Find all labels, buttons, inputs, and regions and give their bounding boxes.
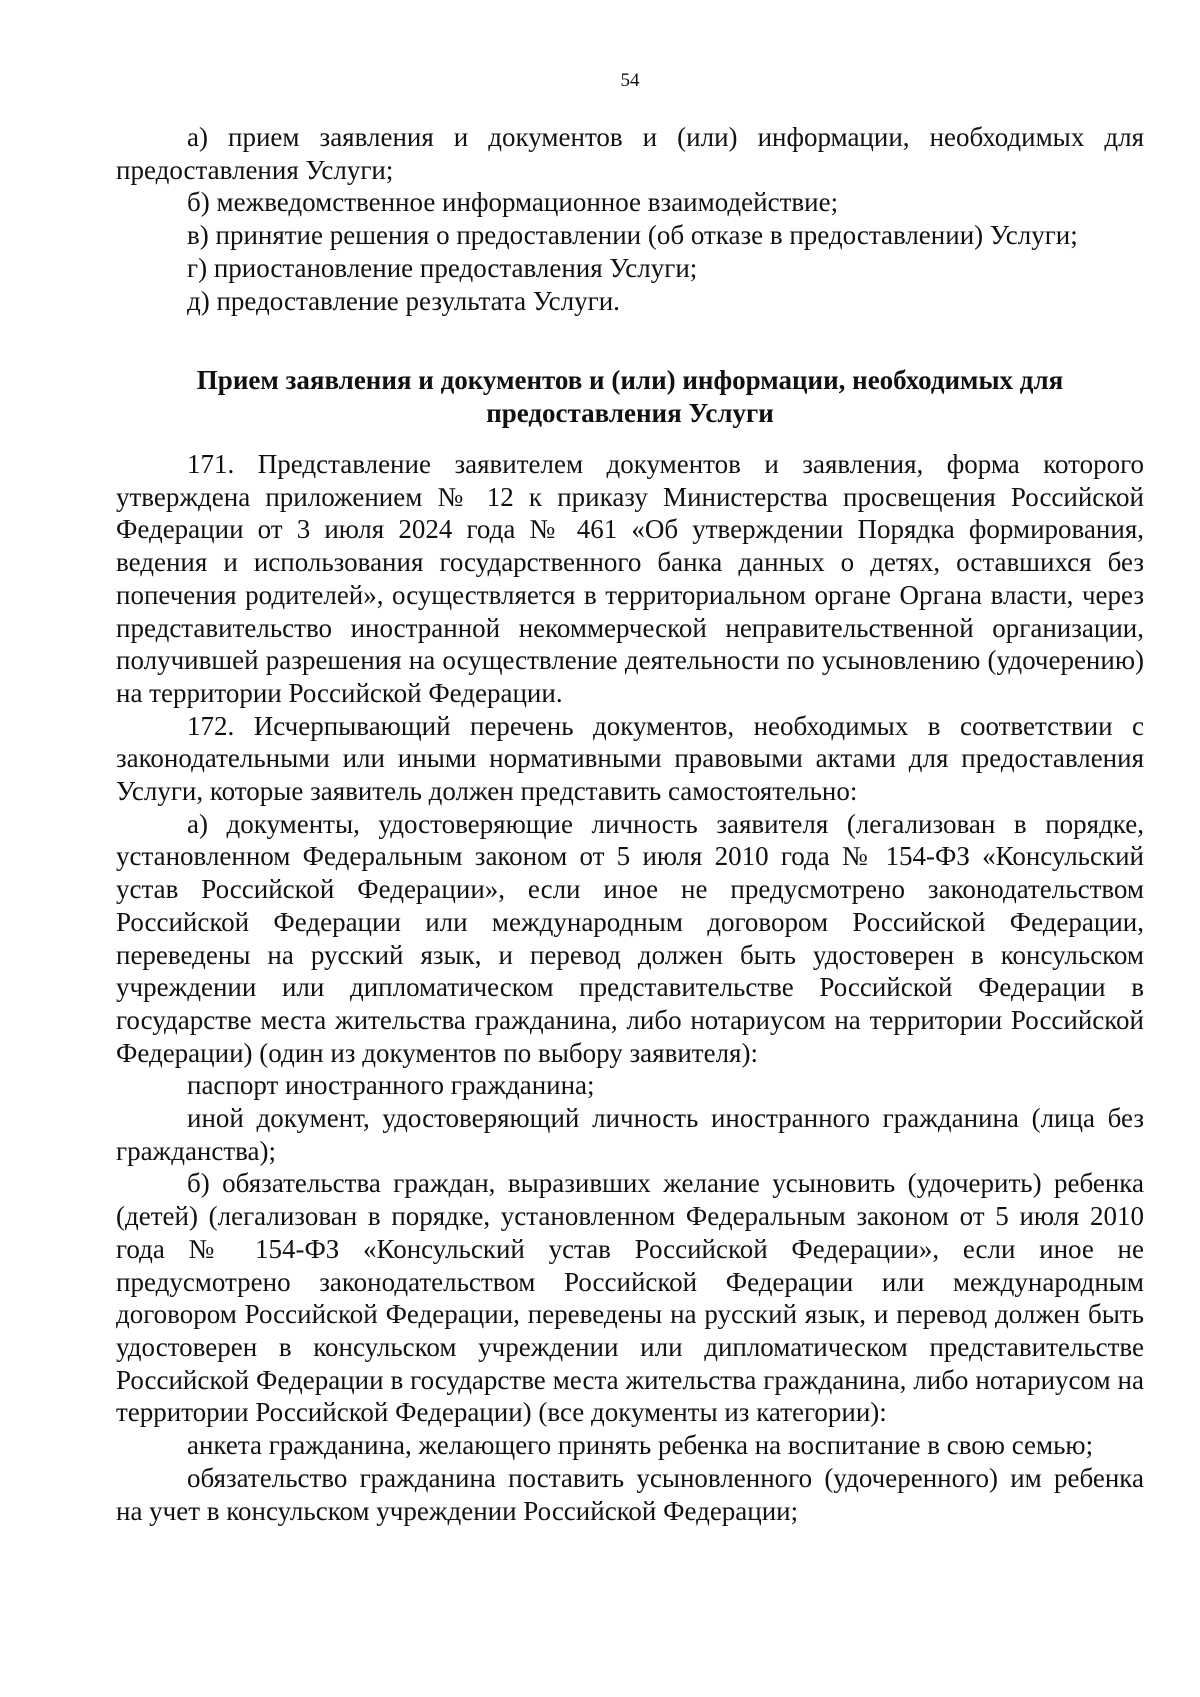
list-item-c: в) принятие решения о предоставлении (об отказе в предоставлении) Услуги;	[187, 220, 1078, 251]
list-item-a: а) прием заявления и документов и (или) информации, необходимых для предоставления Услуги;	[116, 122, 1144, 185]
list-item-d: г) приостановление предоставления Услуги;	[187, 252, 698, 283]
paragraph-other-id: иной документ, удостоверяющий личность иностранного гражданина (лица без гражданства);	[116, 1103, 1144, 1166]
list-item-b: б) межведомственное информационное взаимодействие;	[187, 187, 839, 218]
section-heading	[116, 364, 1144, 430]
section-body	[116, 448, 1144, 1527]
section-heading-line-2: предоставления Услуги	[486, 398, 774, 428]
paragraph-172: 172. Исчерпывающий перечень документов, необходимых в соответствии с законодательными или иными нормативными правовыми актами для предоставления Услуги, которые заявитель должен представить самостоятельно:	[116, 710, 1144, 807]
paragraph-172-a: а) документы, удостоверяющие личность заявителя (легализован в порядке, установленном Федеральным законом от 5 июля 2010 года № 154-ФЗ «Консульский устав Российской Федерации», если иное не предусмотрено законодательством Российской Федерации или международным договором Российской Федерации, переведены на русский язык, и перевод должен быть удостоверен в консульском учреждении или дипломатическом представительстве Российской Федерации в государстве места жительства гражданина, либо нотариусом на территории Российской Федерации) (один из документов по выбору заявителя):	[116, 808, 1144, 1068]
intro-list	[116, 121, 1144, 317]
page-number: 54	[620, 70, 640, 91]
paragraph-passport: паспорт иностранного гражданина;	[187, 1070, 595, 1101]
paragraph-172-b: б) обязательства граждан, выразивших желание усыновить (удочерить) ребенка (детей) (легализован в порядке, установленном Федеральным законом от 5 июля 2010 года № 154-ФЗ «Консульский устав Российской Федерации», если иное не предусмотрено законодательством Российской Федерации или международным договором Российской Федерации, переведены на русский язык, и перевод должен быть удостоверен в консульском учреждении или дипломатическом представительстве Российской Федерации в государстве места жительства гражданина, либо нотариусом на территории Российской Федерации) (все документы из категории):	[116, 1168, 1144, 1428]
paragraph-171: 171. Представление заявителем документов и заявления, форма которого утверждена приложением № 12 к приказу Министерства просвещения Российской Федерации от 3 июля 2024 года № 461 «Об утверждении Порядка формирования, ведения и использования государственного банка данных о детях, оставшихся без попечения родителей», осуществляется в территориальном органе Органа власти, через представительство иностранной некоммерческой неправительственной организации, получившей разрешения на осуществление деятельности по усыновлению (удочерению) на территории Российской Федерации.	[116, 449, 1144, 708]
paragraph-obligation: обязательство гражданина поставить усыновленного (удочеренного) им ребенка на учет в консульском учреждении Российской Федерации;	[116, 1462, 1144, 1526]
list-item-e: д) предоставление результата Услуги.	[187, 285, 620, 316]
section-heading-line-1: Прием заявления и документов и (или) информации, необходимых для	[196, 365, 1064, 395]
paragraph-questionnaire: анкета гражданина, желающего принять ребенка на воспитание в свою семью;	[187, 1430, 1094, 1461]
